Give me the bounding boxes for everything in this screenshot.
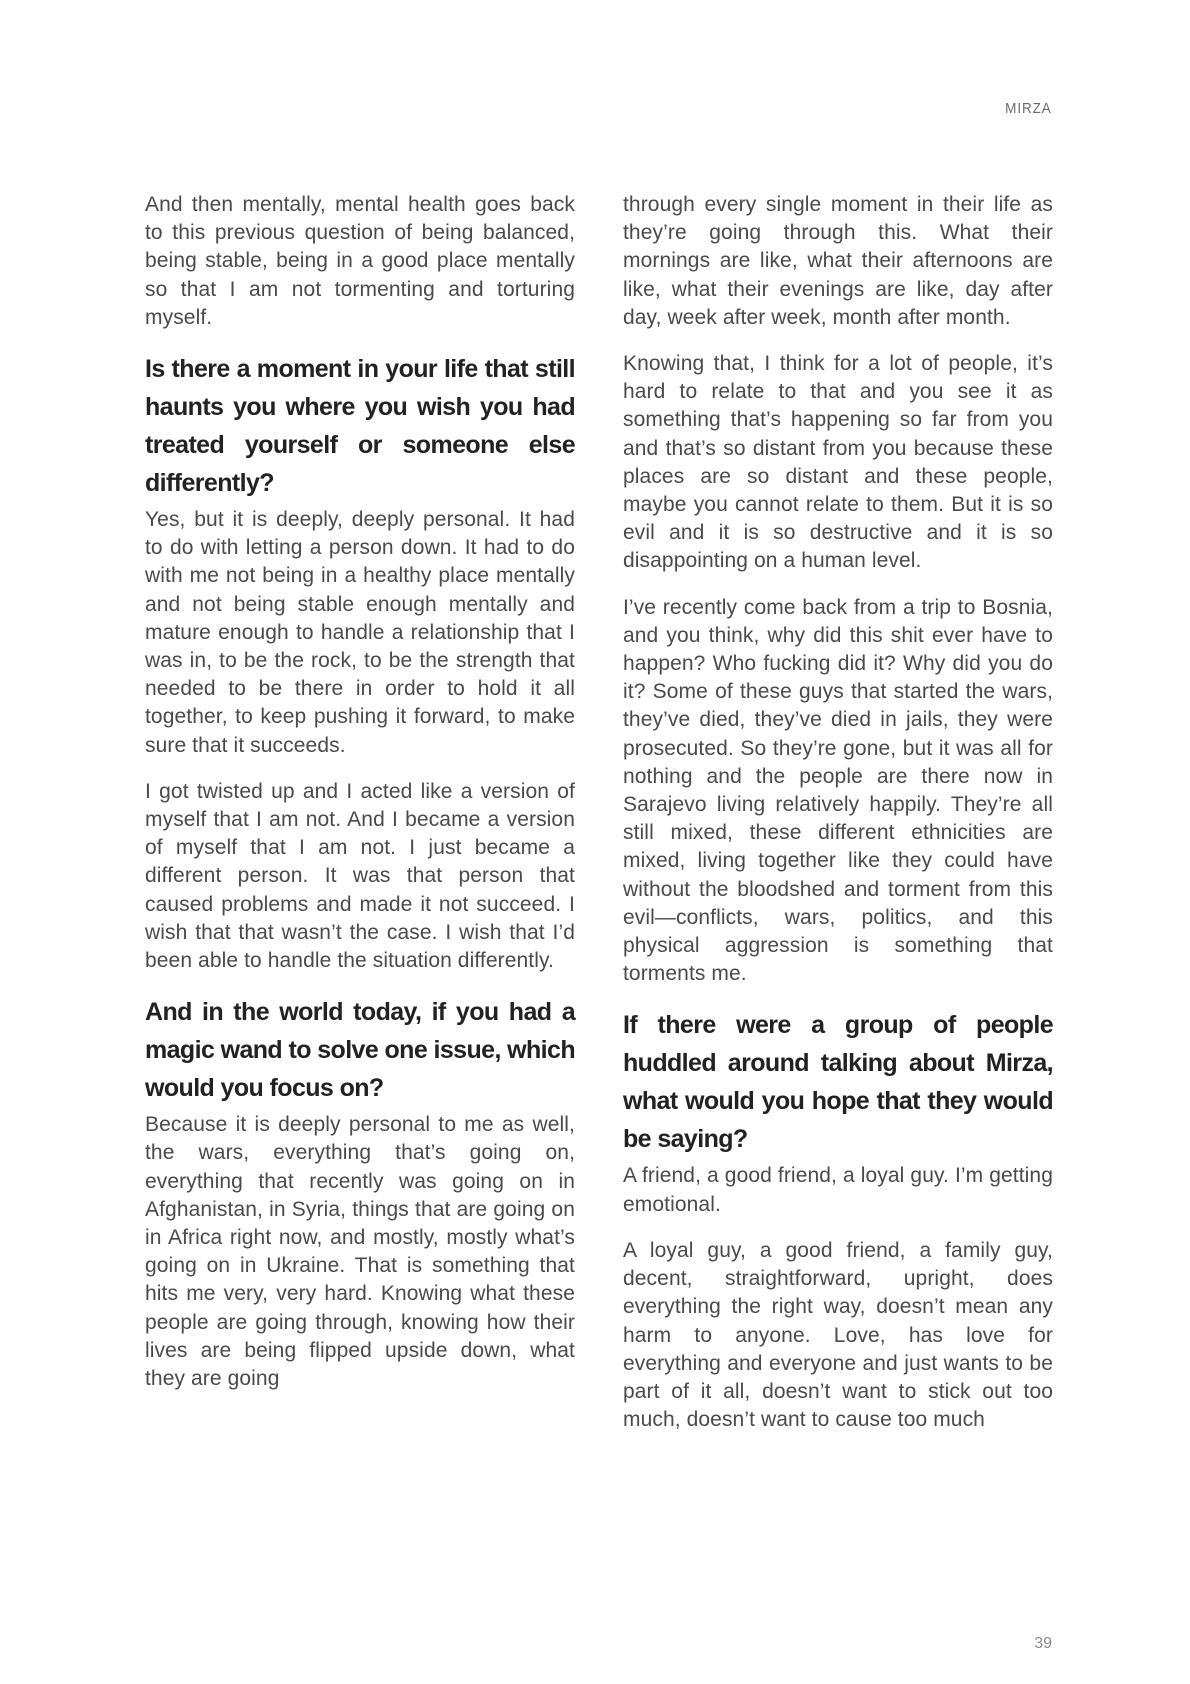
right-paragraph-2: Knowing that, I think for a lot of people, it’s hard to relate to that and you see it as something that’s happening so far from you and that’s so distant from you because these places are so distant and these people, maybe you cannot relate to them. But it is so evil and it is so destructive and it is so disappointing on a human level. [623,352,1053,573]
right-question-1: If there were a group of people huddled around talking about Mirza, what would you hope that they would be saying? [623,1011,1053,1154]
left-question-1: Is there a moment in your life that still haunts you where you wish you had treated yourself or someone else differently? [145,355,575,498]
left-paragraph-4: Because it is deeply personal to me as well, the wars, everything that’s going on, everything that recently was going on in Afghanistan, in Syria, things that are going on in Africa right now, and mostly, mostly what’s going on in Ukraine. That is something that hits me very, very hard. Knowing what these people are going through, knowing how their lives are being flipped upside down, what they are going [145,1113,575,1391]
left-column [145,191,575,1411]
right-column [623,191,1053,1452]
left-paragraph-1: And then mentally, mental health goes back to this previous question of being balanced, being stable, being in a good place mentally so that I am not tormenting and torturing myself. [145,193,575,329]
left-question-2: And in the world today, if you had a magic wand to solve one issue, which would you focus on? [145,998,575,1103]
left-paragraph-3: I got twisted up and I acted like a version of myself that I am not. And I became a version of myself that I am not. I just became a different person. It was that person that caused problems and made it not succeed. I wish that that wasn’t the case. I wish that I’d been able to handle the situation differently. [145,779,575,973]
right-paragraph-5: A loyal guy, a good friend, a family guy, decent, straightforward, upright, does everything the right way, doesn’t mean any harm to anyone. Love, has love for everything and everyone and just wants to be part of it all, doesn’t want to stick out too much, doesn’t want to cause too much [623,1238,1053,1432]
right-paragraph-3: I’ve recently come back from a trip to Bosnia, and you think, why did this shit ever have to happen? Who fucking did it? Why did you do it? Some of these guys that started the wars, they’ve died, they’ve died in jails, they were prosecuted. So they’re gone, but it was all for nothing and the people are there now in Sarajevo living relatively happily. They’re all still mixed, these different ethnicities are mixed, living together like they could have without the bloodshed and torment from this evil—conflicts, wars, politics, and this physical aggression is something that torments me. [623,595,1053,986]
page-number: 39 [1034,1635,1052,1652]
right-paragraph-4: A friend, a good friend, a loyal guy. I’m getting emotional. [623,1164,1053,1216]
running-head: MIRZA [1005,100,1052,117]
left-paragraph-2: Yes, but it is deeply, deeply personal. It had to do with letting a person down. It had to do with me not being in a healthy place mentally and not being stable enough mentally and mature enough to handle a relationship that I was in, to be the rock, to be the strength that needed to be there in order to hold it all together, to keep pushing it forward, to make sure that it succeeds. [145,508,575,757]
right-paragraph-1: through every single moment in their life as they’re going through this. What their mornings are like, what their afternoons are like, what their evenings are like, day after day, week after week, month after month. [623,193,1053,329]
